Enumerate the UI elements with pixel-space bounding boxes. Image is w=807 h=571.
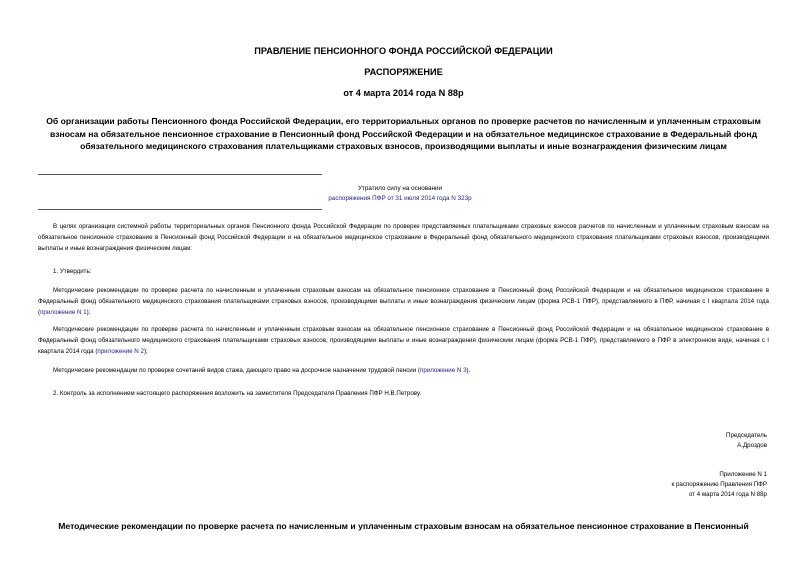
recommendation-3 bbox=[38, 365, 769, 376]
organization-heading: ПРАВЛЕНИЕ ПЕНСИОННОГО ФОНДА РОССИЙСКОЙ ФЕДЕРАЦИИ bbox=[254, 46, 553, 56]
appendix-date: от 4 марта 2014 года N 88р bbox=[688, 491, 767, 498]
signature-block bbox=[726, 431, 767, 451]
signature-name: А.Дроздов bbox=[737, 442, 767, 449]
rec3-end: ). bbox=[466, 367, 471, 374]
rec2-end: ); bbox=[143, 348, 148, 355]
rec2-text: Методические рекомендации по проверке расчета по начисленным и уплаченным страховым взносам на обязательное пенсионное страхование в Пенсионный фонд Российской Федерации и на обязательное медицинское страхование в Федеральный фонд обязательного медицинского страхования плательщиками страховых взносов, производящими выплаты и иные вознаграждения физическим лицам (форма РСВ-1 ПФР), представляемого в ПФР в электронном виде, начиная с I квартала 2014 года ( bbox=[38, 326, 769, 355]
item-1: 1. Утвердить: bbox=[53, 268, 92, 275]
rec1-end: ); bbox=[86, 309, 91, 316]
appendix-title: Методические рекомендации по проверке расчета по начисленным и уплаченным страховым взносам на обязательное пенсионное страхование в Пенсионный bbox=[58, 521, 749, 531]
doc-date-number: от 4 марта 2014 года N 88р bbox=[343, 88, 464, 98]
rec3-text: Методические рекомендации по проверке сочетаний видов стажа, дающего право на досрочное назначение трудовой пенсии ( bbox=[53, 367, 420, 374]
recommendation-2 bbox=[38, 324, 769, 357]
item-2: 2. Контроль за исполнением настоящего распоряжения возложить на заместителя Председателя Правления ПФР Н.В.Петрову. bbox=[53, 390, 422, 397]
appendix-block bbox=[672, 470, 767, 500]
intro-paragraph: В целях организации системной работы территориальных органов Пенсионного фонда Российской Федерации по проверке представляемых плательщиками страховых взносов расчетов по начисленным и уплаченным страховым взносам на обязательное пенсионное страхование в Пенсионный фонд Российской Федерации и на обязательное медицинское страхование в Федеральный фонд обязательного медицинского страхования плательщиками страховых взносов, производящими выплаты и иные вознаграждения физическим лицам: bbox=[38, 223, 769, 252]
lost-force-text: Утратило силу на основании bbox=[357, 185, 443, 192]
appendix-1-link[interactable]: приложение N 1 bbox=[40, 309, 87, 316]
lost-force-note bbox=[250, 184, 550, 203]
divider-bottom bbox=[38, 209, 322, 210]
divider-top bbox=[38, 174, 322, 175]
appendix-label: Приложение N 1 bbox=[719, 471, 767, 478]
lost-force-link[interactable]: распоряжения ПФР от 31 июля 2014 года N 323р bbox=[328, 194, 472, 202]
appendix-ref: к распоряжению Правления ПФР bbox=[671, 481, 767, 488]
signature-position: Председатель bbox=[726, 432, 767, 439]
appendix-2-link[interactable]: приложение N 2 bbox=[97, 348, 144, 355]
appendix-3-link[interactable]: приложение N 3 bbox=[419, 367, 467, 374]
recommendation-1 bbox=[38, 285, 769, 318]
rec1-text: Методические рекомендации по проверке расчета по начисленным и уплаченным страховым взносам на обязательное пенсионное страхование в Пенсионный фонд Российской Федерации и на обязательное медицинское страхование в Федеральный фонд обязательного медицинского страхования плательщиками страховых взносов, производящими выплаты и иные вознаграждения физическим лицам (форма РСВ-1 ПФР), представляемого в ПФР, начиная с I квартала 2014 года ( bbox=[38, 287, 769, 316]
document-title: Об организации работы Пенсионного фонда Российской Федерации, его территориальных органов по проверке расчетов по начисленным и уплаченным страховым взносам на обязательное пенсионное страхование в Пенсионный фонд Российской Федерации и на обязательное медицинское страхование в Федеральный фонд обязательного медицинского страхования плательщиками страховых взносов, производящими выплаты и иные вознаграждения физическим лицам bbox=[46, 116, 761, 151]
doc-type-heading: РАСПОРЯЖЕНИЕ bbox=[364, 67, 443, 77]
